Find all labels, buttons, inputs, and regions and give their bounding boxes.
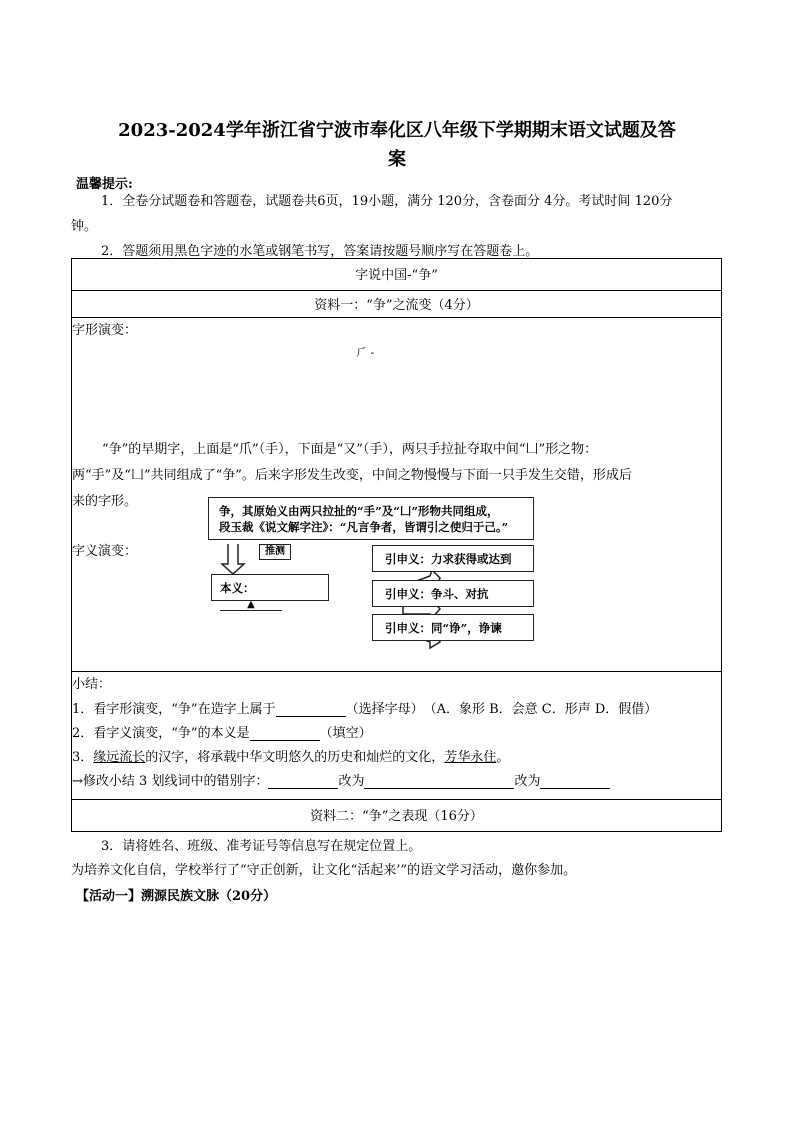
arrow-right-icon: →: [72, 774, 83, 789]
q3-end: 。: [496, 750, 510, 765]
summary-q2: [72, 722, 372, 741]
base-meaning-box: [211, 574, 329, 610]
q2-hint: （填空）: [319, 726, 372, 741]
infer-label: 推测: [259, 544, 291, 560]
tips-heading: 温馨提示:: [76, 177, 133, 192]
fix-change-to-1: 改为: [338, 774, 365, 789]
q3-text: 的汉字，将承载中华文明悠久的历史和灿烂的文化，: [145, 750, 445, 765]
tip-2: 2．答题须用黑色字迹的水笔或钢笔书写，答案请按题号顺序写在答题卷上。: [101, 244, 539, 259]
activity1-heading: 【活动一】溯源民族文脉（20分）: [76, 889, 277, 904]
ext-meaning-3: 引申义：同“诤”，诤谏: [372, 614, 534, 641]
doc-title-line1: 2023-2024学年浙江省宁波市奉化区八年级下学期期末语文试题及答: [118, 120, 676, 141]
tip-1-cont: 钟。: [71, 219, 98, 234]
q1-options: （选择字母） （A．象形 B．会意 C．形声 D．假借）: [345, 702, 658, 717]
fix-blank-3[interactable]: [540, 776, 610, 789]
summary-cell: [71, 672, 722, 800]
q2-text: 2．看字义演变，“争”的本义是: [72, 726, 250, 741]
base-label: 本义：: [220, 581, 255, 595]
down-arrow-icon: [222, 544, 244, 574]
q1-answer-blank[interactable]: [276, 704, 346, 717]
source-line2: 段玉裁《说文解字注》：“凡言争者，皆谓引之使归于己。”: [219, 520, 509, 534]
diagram-source-box: [208, 497, 534, 540]
intro-text: 为培养文化自信，学校举行了“守正创新，让文化“活起来’”的语文学习活动，邀你参加。: [71, 863, 577, 878]
q3-number: 3．: [72, 750, 94, 765]
ext-meaning-1: 引申义：力求获得或达到: [372, 545, 534, 572]
material2-heading: 资料二：“争”之表现（16分）: [71, 800, 722, 832]
base-blank: ▲: [220, 599, 282, 611]
fix-text: 修改小结 3 划线词中的错别字：: [82, 774, 269, 789]
underlined-word-1: 缘远流长: [93, 750, 146, 765]
ext-meaning-2: 引申义：争斗、对抗: [372, 580, 534, 607]
underlined-word-2: 芳华永住: [444, 750, 497, 765]
evolution-cell: [71, 318, 722, 672]
glyph-image: ⺁ -: [356, 346, 375, 359]
meaning-label: 字义演变：: [72, 544, 138, 559]
para-line3: 来的字形。: [72, 494, 138, 509]
fix-change-to-2: 改为: [514, 774, 541, 789]
glyph-label: 字形演变：: [72, 323, 138, 338]
summary-q1: [72, 698, 657, 717]
summary-q3: [72, 746, 509, 765]
source-line1: 争，其原始义由两只拉扯的“手”及“凵”形物共同组成，: [219, 504, 499, 518]
summary-fix: [72, 770, 610, 789]
para-line1: “争”的早期字，上面是“爪”（手），下面是“又”（手），两只手拉扯夺取中间“凵”形之物：: [102, 442, 598, 457]
tip-3: 3．请将姓名、班级、准考证号等信息写在规定位置上。: [101, 839, 422, 854]
fix-blank-1[interactable]: [268, 776, 338, 789]
para-line2: 两“手”及“凵”共同组成了“争”。后来字形发生改变，中间之物慢慢与下面一只手发生交错，形成后: [72, 468, 632, 483]
q2-answer-blank[interactable]: [250, 728, 320, 741]
summary-label: 小结：: [72, 677, 112, 692]
material1-heading: 资料一：“争”之流变（4分）: [71, 291, 722, 318]
doc-title-line2: 案: [388, 149, 406, 170]
table-header: 字说中国-“争”: [71, 258, 722, 291]
tip-1: 1．全卷分试题卷和答题卷，试题卷共6页，19小题，满分 120分，含卷面分 4分。考试时间 120分: [101, 194, 673, 209]
q1-text: 1．看字形演变，“争”在造字上属于: [72, 702, 276, 717]
fix-blank-2[interactable]: [364, 776, 514, 789]
